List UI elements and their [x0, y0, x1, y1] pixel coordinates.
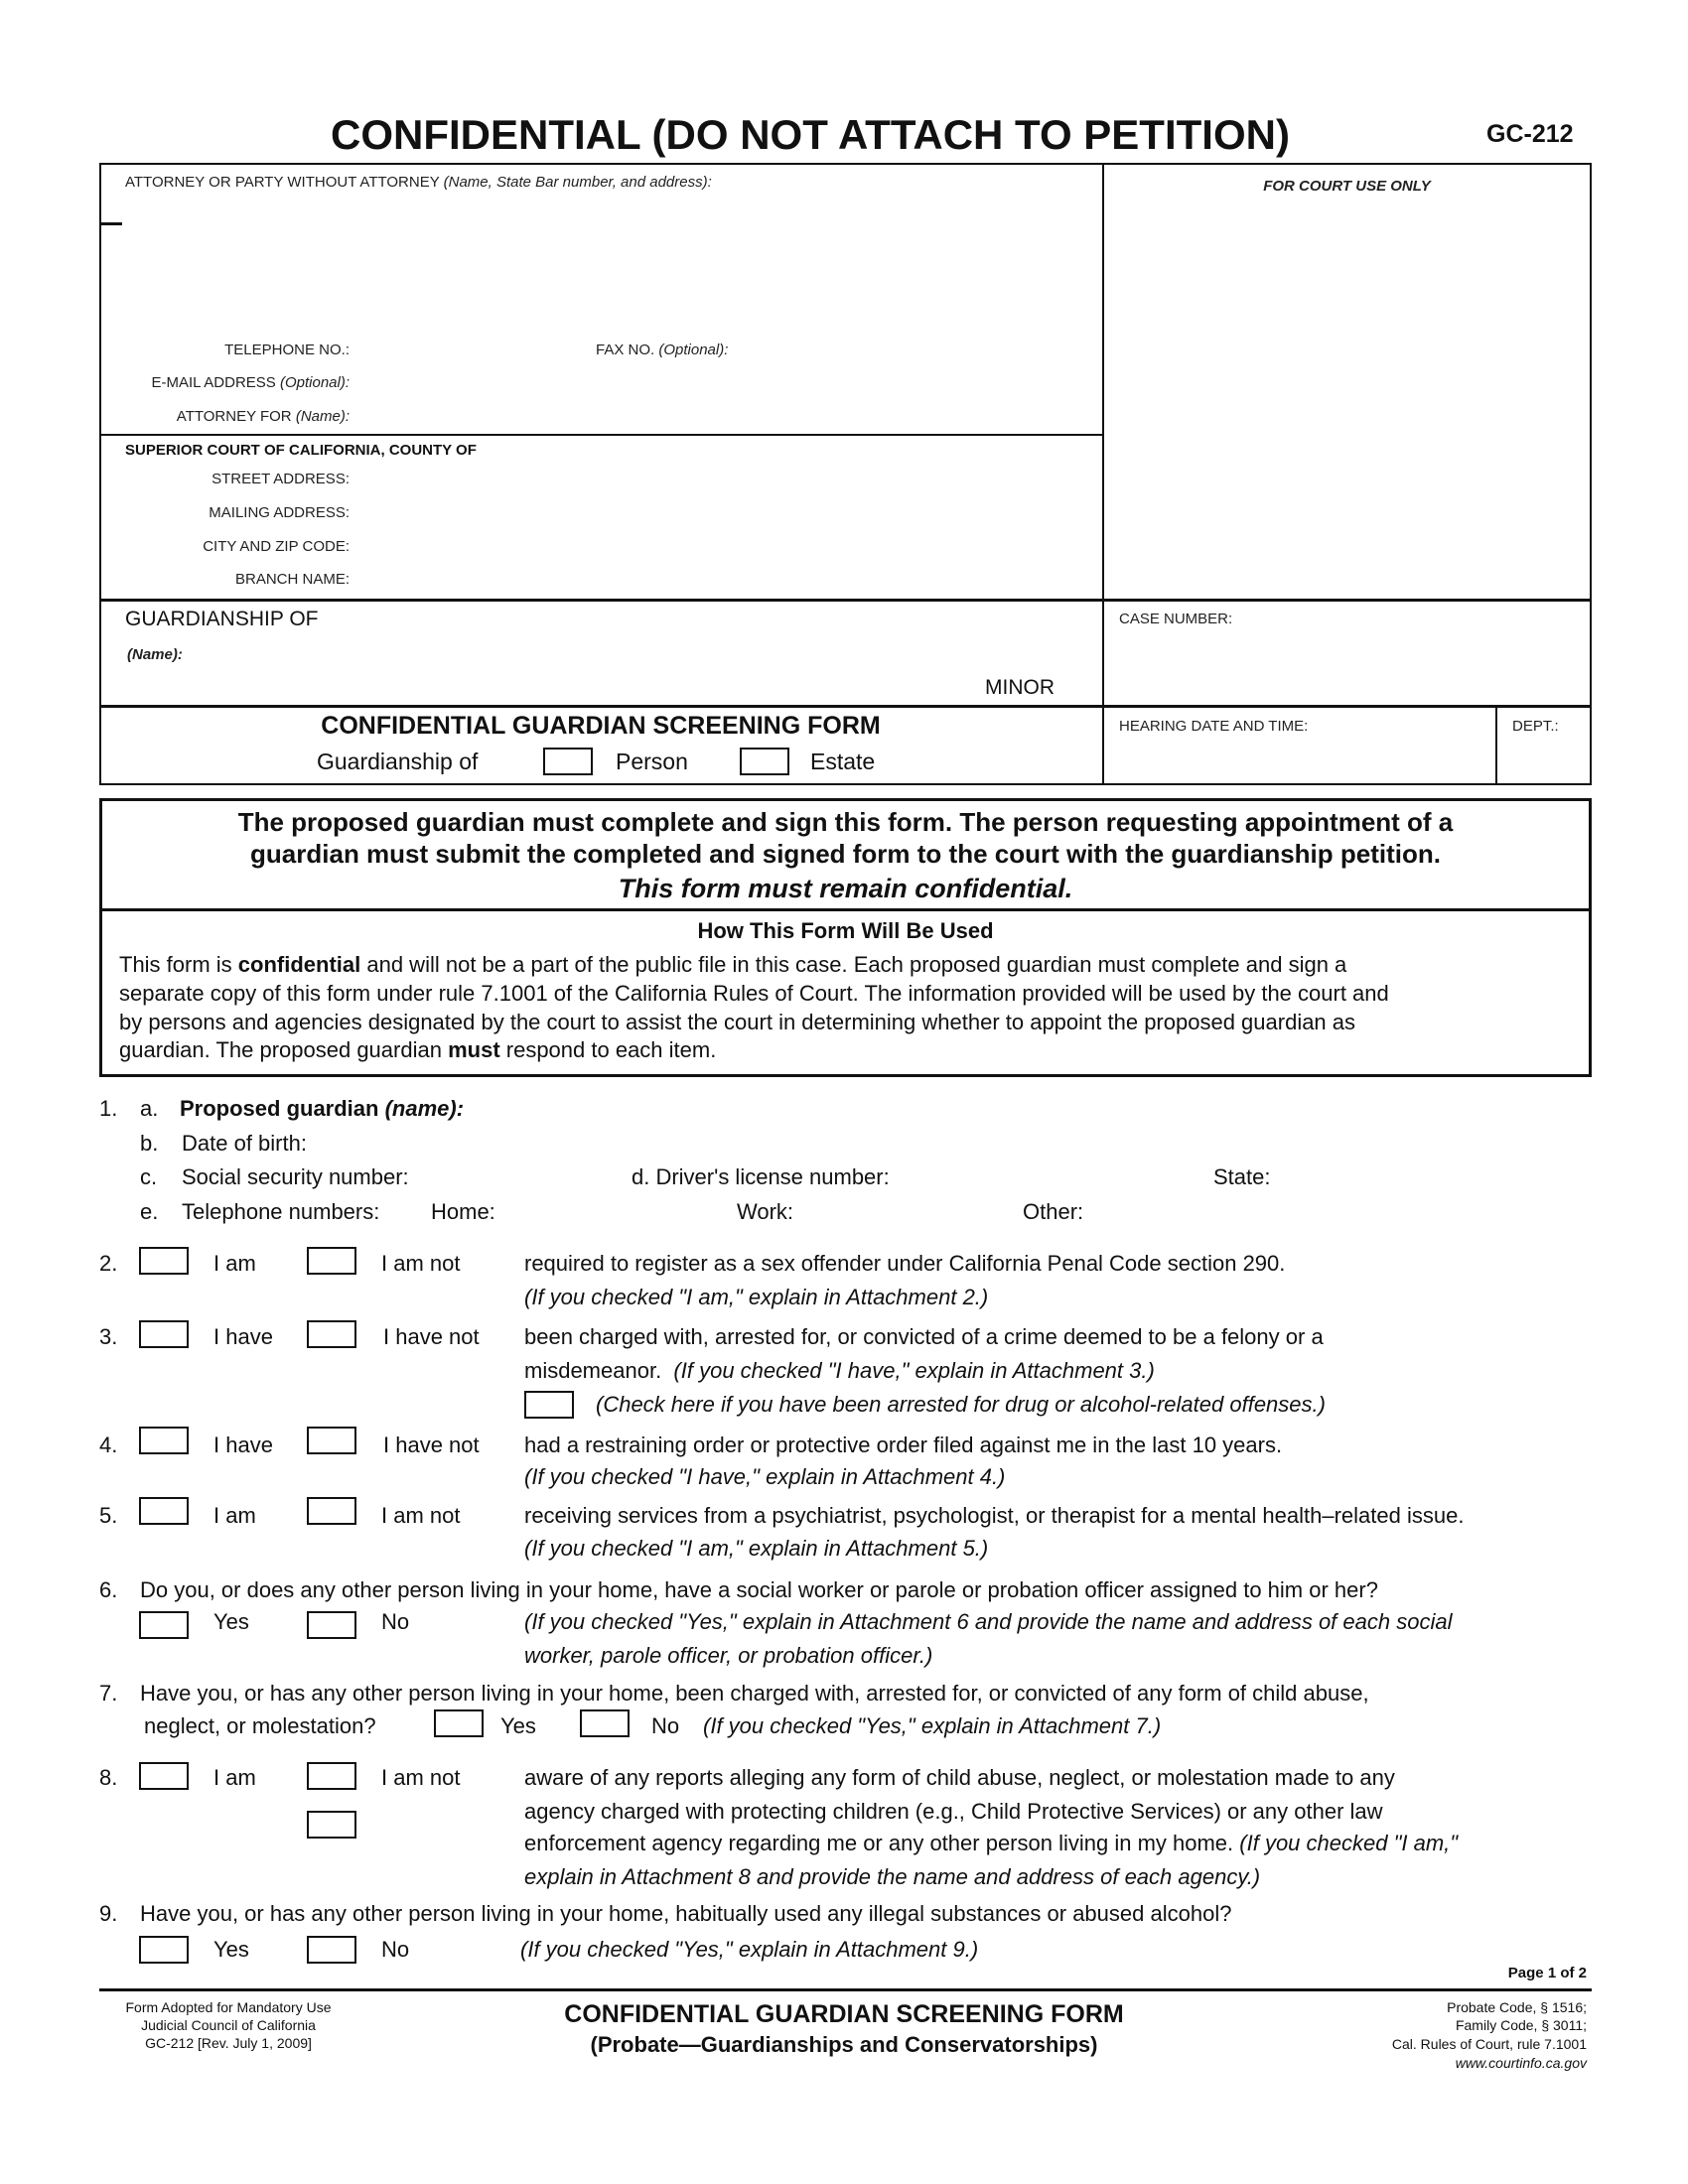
mailing-label: MAILING ADDRESS: [209, 504, 350, 521]
yes-checkbox[interactable] [139, 1936, 189, 1964]
form-number: GC-212 [1486, 120, 1574, 148]
footer-right-line: Probate Code, § 1516; [1447, 1999, 1587, 2015]
dob-label: Date of birth: [182, 1131, 307, 1156]
item-number: 4. [99, 1433, 118, 1457]
court-use-only: FOR COURT USE ONLY [1263, 178, 1431, 195]
dept-label: DEPT.: [1512, 718, 1559, 735]
i-have-not-checkbox[interactable] [307, 1427, 356, 1454]
how-used-text: separate copy of this form under rule 7.1001 of the California Rules of Court. The information provided will be used by the court and [119, 981, 1389, 1006]
attorney-label: ATTORNEY OR PARTY WITHOUT ATTORNEY (Name, State Bar number, and address): [125, 174, 712, 191]
yes-checkbox[interactable] [434, 1709, 484, 1737]
fax-label: FAX NO. (Optional): [596, 341, 729, 358]
home-phone-label: Home: [431, 1199, 495, 1224]
item-text: aware of any reports alleging any form of child abuse, neglect, or molestation made to any [524, 1765, 1395, 1790]
i-have-checkbox[interactable] [139, 1427, 189, 1454]
guardianship-of-label: GUARDIANSHIP OF [125, 608, 319, 630]
attorney-for-label: ATTORNEY FOR (Name): [176, 408, 350, 425]
screening-form-title: CONFIDENTIAL GUARDIAN SCREENING FORM [321, 712, 881, 740]
name-hint: (Name): [127, 646, 183, 663]
ssn-label: Social security number: [182, 1164, 409, 1189]
divider [1495, 706, 1497, 785]
how-used-text: This form is confidential and will not be a part of the public file in this case. Each proposed guardian must complete and sign a [119, 952, 1347, 977]
item-note: (If you checked "Yes," explain in Attachment 7.) [703, 1713, 1162, 1738]
item-text: misdemeanor. (If you checked "I have," explain in Attachment 3.) [524, 1358, 1155, 1383]
option-label: I have [213, 1433, 273, 1457]
courtinfo-link[interactable]: www.courtinfo.ca.gov [1455, 2055, 1587, 2071]
item-note: (If you checked "I have," explain in Attachment 4.) [524, 1464, 1006, 1489]
option-label: I am not [381, 1251, 461, 1276]
telephone-label: TELEPHONE NO.: [224, 341, 350, 358]
item-note: worker, parole officer, or probation officer.) [524, 1643, 933, 1668]
option-label: I am not [381, 1765, 461, 1790]
city-label: CITY AND ZIP CODE: [203, 538, 350, 555]
no-checkbox[interactable] [580, 1709, 630, 1737]
i-am-checkbox[interactable] [139, 1247, 189, 1275]
option-label: I have not [383, 1324, 480, 1349]
option-label: I have not [383, 1433, 480, 1457]
i-am-checkbox[interactable] [139, 1762, 189, 1790]
work-phone-label: Work: [737, 1199, 794, 1224]
item-number: 2. [99, 1251, 118, 1276]
option-label: I have [213, 1324, 273, 1349]
item-note: explain in Attachment 8 and provide the name and address of each agency.) [524, 1864, 1261, 1889]
item-note: (Check here if you have been arrested for drug or alcohol-related offenses.) [596, 1392, 1326, 1417]
i-am-not-checkbox[interactable] [307, 1247, 356, 1275]
state-label: State: [1213, 1164, 1271, 1189]
option-label: I am [213, 1765, 256, 1790]
person-checkbox[interactable] [543, 748, 593, 775]
item-letter: a. [140, 1096, 159, 1121]
item-note: (If you checked "Yes," explain in Attachment 9.) [520, 1937, 979, 1962]
item-text: Have you, or has any other person living in your home, habitually used any illegal substances or abused alcohol? [140, 1901, 1232, 1926]
i-have-not-checkbox[interactable] [307, 1320, 356, 1348]
item-text: receiving services from a psychiatrist, psychologist, or therapist for a mental health–related issue. [524, 1503, 1465, 1528]
hearing-label: HEARING DATE AND TIME: [1119, 718, 1309, 735]
option-label: I am not [381, 1503, 461, 1528]
proposed-guardian-name-label: Proposed guardian (name): [180, 1096, 465, 1121]
notice-line-3: This form must remain confidential. [618, 874, 1073, 903]
footer-title: CONFIDENTIAL GUARDIAN SCREENING FORM [564, 2000, 1124, 2028]
divider [99, 434, 1103, 436]
drug-alcohol-arrest-checkbox[interactable] [524, 1391, 574, 1419]
case-number-label: CASE NUMBER: [1119, 611, 1233, 627]
i-am-not-checkbox[interactable] [307, 1497, 356, 1525]
divider [99, 908, 1592, 911]
i-have-checkbox[interactable] [139, 1320, 189, 1348]
item-text: Have you, or has any other person living in your home, been charged with, arrested for, or convicted of any form of child abuse, [140, 1681, 1369, 1706]
yes-checkbox[interactable] [139, 1611, 189, 1639]
i-am-not-checkbox[interactable] [307, 1762, 356, 1790]
item-number: 9. [99, 1901, 118, 1926]
footer-subtitle: (Probate—Guardianships and Conservatorships) [590, 2032, 1098, 2057]
item-note: (If you checked "I am," explain in Attachment 2.) [524, 1285, 989, 1309]
street-label: STREET ADDRESS: [211, 471, 350, 487]
email-label: E-MAIL ADDRESS (Optional): [151, 374, 350, 391]
notice-line-2: guardian must submit the completed and signed form to the court with the guardianship petition. [250, 839, 1441, 869]
other-phone-label: Other: [1023, 1199, 1084, 1224]
i-am-checkbox[interactable] [139, 1497, 189, 1525]
option-label: Yes [500, 1713, 536, 1738]
divider [99, 705, 1592, 708]
how-used-text: guardian. The proposed guardian must respond to each item. [119, 1037, 717, 1062]
option-label: No [381, 1609, 410, 1634]
item-note: (If you checked "I am," explain in Attachment 5.) [524, 1536, 989, 1561]
court-label: SUPERIOR COURT OF CALIFORNIA, COUNTY OF [125, 442, 477, 459]
page-number: Page 1 of 2 [1507, 1965, 1587, 1981]
how-used-text: by persons and agencies designated by the court to assist the court in determining whether to appoint the proposed guardian as [119, 1010, 1356, 1034]
item-number: 8. [99, 1765, 118, 1790]
notice-line-1: The proposed guardian must complete and sign this form. The person requesting appointment of a [237, 807, 1454, 837]
additional-checkbox[interactable] [307, 1811, 356, 1839]
item-letter: e. [140, 1199, 159, 1224]
divider [1102, 163, 1104, 785]
drivers-license-label: d. Driver's license number: [632, 1164, 890, 1189]
footer-left-line: Form Adopted for Mandatory Use [125, 1999, 332, 2015]
option-label: I am [213, 1251, 256, 1276]
footer-right-line: Family Code, § 3011; [1455, 2017, 1587, 2033]
item-text: neglect, or molestation? [144, 1713, 376, 1738]
branch-label: BRANCH NAME: [234, 571, 350, 588]
option-label: Yes [213, 1937, 249, 1962]
option-label: I am [213, 1503, 256, 1528]
guardianship-of-type-label: Guardianship of [317, 749, 479, 774]
item-text: Do you, or does any other person living in your home, have a social worker or parole or probation officer assigned to him or her? [140, 1577, 1378, 1602]
form-heading: CONFIDENTIAL (DO NOT ATTACH TO PETITION) [331, 111, 1290, 158]
item-note: (If you checked "Yes," explain in Attachment 6 and provide the name and address of each social [524, 1609, 1453, 1634]
item-letter: b. [140, 1131, 159, 1156]
divider [99, 599, 1592, 602]
item-number: 6. [99, 1577, 118, 1602]
footer-divider [99, 1988, 1592, 1991]
item-number: 1. [99, 1096, 118, 1121]
no-checkbox[interactable] [307, 1936, 356, 1964]
footer-left-line: Judicial Council of California [141, 2017, 316, 2033]
item-text: enforcement agency regarding me or any other person living in my home. (If you checked "I am," [524, 1831, 1459, 1855]
item-text: been charged with, arrested for, or convicted of a crime deemed to be a felony or a [524, 1324, 1324, 1349]
option-label: No [381, 1937, 410, 1962]
item-text: agency charged with protecting children (e.g., Child Protective Services) or any other law [524, 1799, 1383, 1824]
footer-left-line: GC-212 [Rev. July 1, 2009] [145, 2035, 312, 2051]
item-text: had a restraining order or protective order filed against me in the last 10 years. [524, 1433, 1283, 1457]
person-label: Person [616, 749, 688, 774]
item-letter: c. [140, 1164, 158, 1189]
how-used-title: How This Form Will Be Used [697, 918, 994, 943]
minor-label: MINOR [985, 676, 1055, 699]
item-number: 5. [99, 1503, 118, 1528]
dash-mark [100, 222, 122, 225]
option-label: No [651, 1713, 680, 1738]
no-checkbox[interactable] [307, 1611, 356, 1639]
telephone-numbers-label: Telephone numbers: [182, 1199, 380, 1224]
item-number: 3. [99, 1324, 118, 1349]
item-number: 7. [99, 1681, 118, 1706]
option-label: Yes [213, 1609, 249, 1634]
item-text: required to register as a sex offender under California Penal Code section 290. [524, 1251, 1286, 1276]
estate-label: Estate [810, 749, 876, 774]
footer-right-line: Cal. Rules of Court, rule 7.1001 [1391, 2036, 1587, 2052]
estate-checkbox[interactable] [740, 748, 789, 775]
